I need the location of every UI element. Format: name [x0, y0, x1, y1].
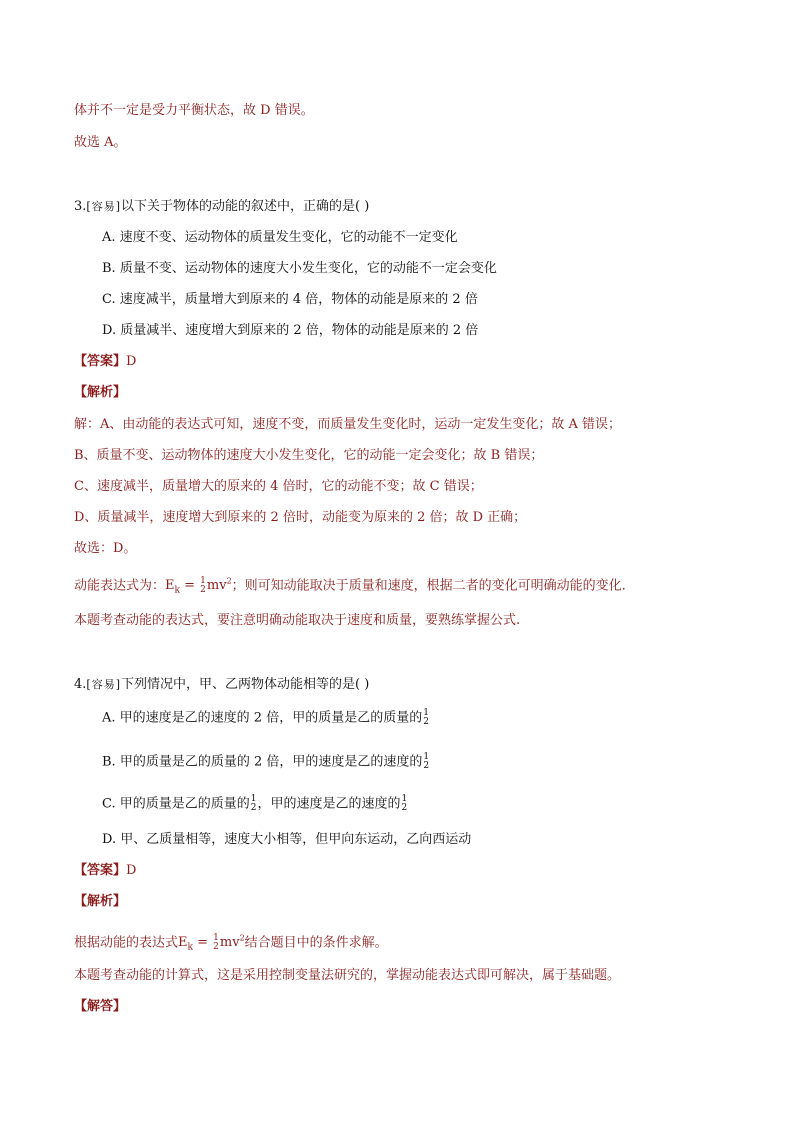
q4-analysis-line: 根据动能的表达式$E_k$ = 1 2 $mv^2$结合题目中的条件求解。: [74, 932, 388, 953]
q3-answer-label: 【答案】: [74, 354, 127, 369]
q4-analysis-label: 【解析】: [74, 894, 127, 909]
q4-option-a: A. 甲的速度是乙的速度的 2 倍，甲的质量是乙的质量的 1 2: [102, 708, 429, 727]
q3-answer: [74, 353, 136, 371]
q3-option-a: A. 速度不变、运动物体的质量发生变化，它的动能不一定变化: [102, 230, 458, 245]
fraction-one-half: 1 2: [401, 794, 408, 813]
q3-option-c: C. 速度减半，质量增大到原来的 4 倍，物体的动能是原来的 2 倍: [102, 292, 478, 307]
question-3-stem: [74, 198, 369, 216]
question-4-text: 下列情况中，甲、乙两物体动能相等的是( ): [121, 677, 370, 692]
fraction-one-half: 1 2: [250, 794, 257, 813]
q3-analysis-line-2: B、质量不变、运动物体的速度大小发生变化，它的动能一定会变化；故 B 错误；: [74, 448, 544, 463]
q3-formula-line: 动能表达式为：$E_k$ = 1 2 $mv^2$；则可知动能取决于质量和速度，根据二者的变化可明确动能的变化.: [74, 575, 626, 596]
q3-analysis-line-4: D、质量减半，速度增大到原来的 2 倍时，动能变为原来的 2 倍；故 D 正确；: [74, 510, 527, 525]
fraction-one-half: 1 2: [423, 708, 429, 727]
question-4-difficulty-tag: [容易]: [86, 678, 121, 691]
q3-analysis-label: 【解析】: [74, 385, 127, 400]
q4-summary: 本题考查动能的计算式，这是采用控制变量法研究的，掌握动能表达式即可解决，属于基础题。: [74, 968, 621, 983]
q4-answer: [74, 862, 136, 880]
q4-option-b: B. 甲的质量是乙的质量的 2 倍，甲的速度是乙的速度的 1 2: [102, 752, 430, 771]
fraction-one-half: 1 2: [423, 752, 430, 771]
q4-solution-label: 【解答】: [74, 999, 127, 1014]
q4-answer-value: D: [126, 863, 137, 878]
q3-option-b: B. 质量不变、运动物体的速度大小发生变化，它的动能不一定会变化: [102, 261, 497, 276]
prev-line-2: 故选 A。: [74, 135, 127, 150]
q3-answer-value: D: [126, 354, 137, 369]
question-4-number: 4.: [74, 677, 87, 692]
q3-option-d: D. 质量减半、速度增大到原来的 2 倍，物体的动能是原来的 2 倍: [102, 323, 479, 338]
q3-analysis-line-5: 故选：D。: [74, 541, 137, 556]
q4-option-c: C. 甲的质量是乙的质量的 1 2 ，甲的速度是乙的速度的 1 2: [102, 794, 408, 813]
q4-option-d: D. 甲、乙质量相等，速度大小相等，但甲向东运动，乙向西运动: [102, 832, 472, 847]
q3-summary: 本题考查动能的表达式，要注意明确动能取决于速度和质量，要熟练掌握公式.: [74, 613, 521, 628]
kinetic-energy-formula: $E_k$ = 1 2 $mv^2$: [165, 575, 232, 596]
question-4-stem: [74, 676, 369, 694]
prev-line-1: 体并不一定是受力平衡状态，故 D 错误。: [74, 103, 314, 118]
question-3-number: 3.: [74, 199, 87, 214]
question-3-difficulty-tag: [容易]: [86, 200, 121, 213]
kinetic-energy-formula: $E_k$ = 1 2 $mv^2$: [178, 932, 245, 953]
q3-analysis-line-1: 解：A、由动能的表达式可知，速度不变，而质量发生变化时，运动一定发生变化；故 A 错误；: [74, 417, 622, 432]
question-3-text: 以下关于物体的动能的叙述中，正确的是( ): [121, 199, 370, 214]
q3-analysis-line-3: C、速度减半，质量增大的原来的 4 倍时，它的动能不变；故 C 错误；: [74, 479, 483, 494]
q4-answer-label: 【答案】: [74, 863, 127, 878]
